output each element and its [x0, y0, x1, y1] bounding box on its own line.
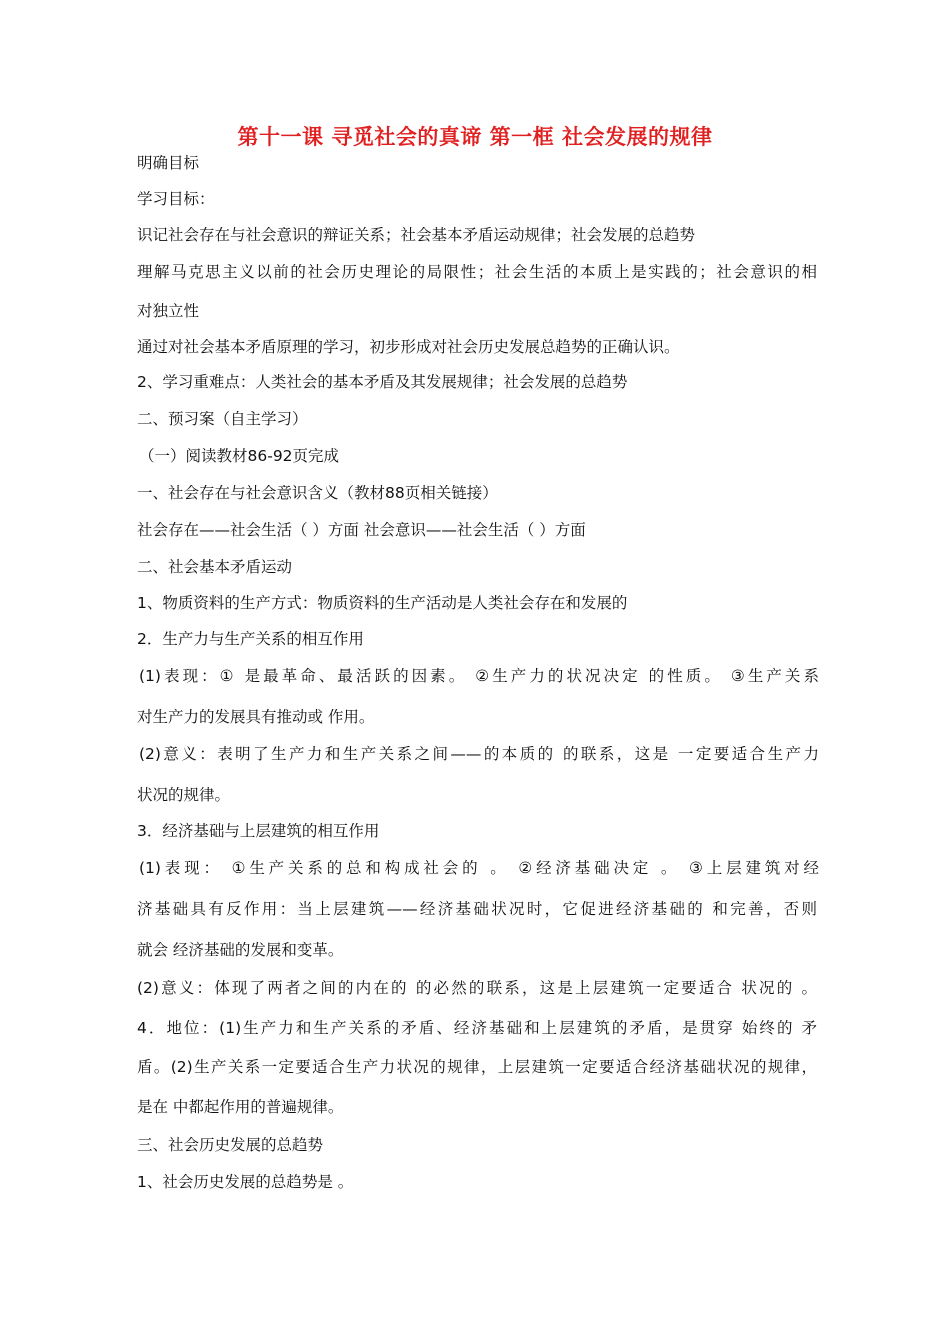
- text-line: 4．地位：(1)生产力和生产关系的矛盾、经济基础和上层建筑的矛盾，是贯穿 始终的 矛: [137, 1019, 817, 1037]
- text-line: 2、学习重难点：人类社会的基本矛盾及其发展规律；社会发展的总趋势: [137, 373, 628, 391]
- text-line: 通过对社会基本矛盾原理的学习，初步形成对社会历史发展总趋势的正确认识。: [137, 338, 680, 356]
- text-line: 1、社会历史发展的总趋势是 。: [137, 1173, 354, 1191]
- text-line: 学习目标：: [137, 190, 215, 208]
- text-line: 社会存在——社会生活（ ）方面 社会意识——社会生活（ ）方面: [137, 521, 586, 539]
- document-title: 第十一课 寻觅社会的真谛 第一框 社会发展的规律: [237, 125, 713, 149]
- text-line: 就会 经济基础的发展和变革。: [137, 941, 344, 959]
- text-line: (2)意义：体现了两者之间的内在的 的必然的联系，这是上层建筑一定要适合 状况的 。: [137, 979, 817, 997]
- text-line: 1、物质资料的生产方式：物质资料的生产活动是人类社会存在和发展的: [137, 594, 628, 612]
- text-line: 一、社会存在与社会意识含义（教材88页相关链接）: [137, 484, 498, 502]
- text-line: (1)表现：① 是最革命、最活跃的因素。 ②生产力的状况决定 的性质。 ③生产关系: [139, 667, 819, 685]
- text-line: 明确目标: [137, 154, 200, 172]
- text-line: （一）阅读教材86-92页完成: [139, 447, 340, 465]
- text-line: 识记社会存在与社会意识的辩证关系；社会基本矛盾运动规律；社会发展的总趋势: [137, 226, 696, 244]
- text-line: 3．经济基础与上层建筑的相互作用: [137, 822, 380, 840]
- text-line: 对独立性: [137, 302, 200, 320]
- text-line: 2．生产力与生产关系的相互作用: [137, 630, 364, 648]
- text-line: 三、社会历史发展的总趋势: [137, 1136, 324, 1154]
- text-line: 理解马克思主义以前的社会历史理论的局限性；社会生活的本质上是实践的；社会意识的相: [137, 263, 817, 281]
- text-line: 二、社会基本矛盾运动: [137, 558, 293, 576]
- text-line: 盾。(2)生产关系一定要适合生产力状况的规律，上层建筑一定要适合经济基础状况的规律，: [137, 1058, 817, 1076]
- text-line: 济基础具有反作用：当上层建筑——经济基础状况时，它促进经济基础的 和完善，否则: [137, 900, 817, 918]
- text-line: 状况的规律。: [137, 786, 231, 804]
- text-line: (1)表现： ①生产关系的总和构成社会的 。 ②经济基础决定 。 ③上层建筑对经: [139, 859, 819, 877]
- text-line: (2)意义：表明了生产力和生产关系之间——的本质的 的联系，这是 一定要适合生产力: [139, 745, 819, 763]
- text-line: 二、预习案（自主学习）: [137, 410, 308, 428]
- text-line: 是在 中都起作用的普遍规律。: [137, 1098, 344, 1116]
- text-line: 对生产力的发展具有推动或 作用。: [137, 708, 375, 726]
